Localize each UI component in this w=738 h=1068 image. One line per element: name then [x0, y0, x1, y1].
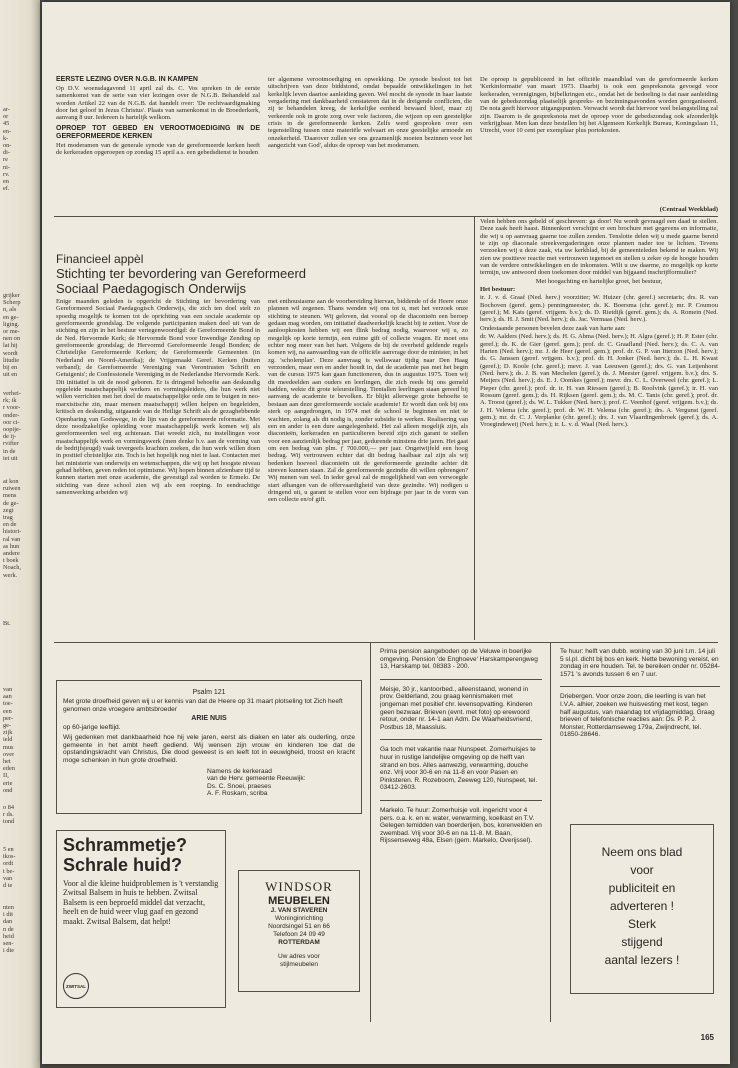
divider — [380, 800, 542, 801]
margin-fragment: Bt. — [3, 620, 11, 627]
promo-line: Neem ons blad — [601, 845, 683, 859]
deceased-name: ARIE NUIS — [191, 715, 227, 723]
promo-text — [571, 843, 713, 969]
promo-line: adverteren ! — [609, 899, 675, 913]
obituary-body: Wij gedenken met dankbaarheid hoe hij vele jaren, eerst als diaken en later als ouderling, onze gemeente in het ambt heeft gediend. Wij wensen zijn vrouw en kinderen toe dat de opstandingskracht van Christus, Die dood geweest is en leeft tot in eeuwigheid, troost en kracht moge schenken in hun grote droefheid. — [63, 734, 355, 764]
signoff-line: Ds. C. Snoei, praeses — [207, 782, 272, 790]
ad-body: Voor al die kleine huidproblemen is 't verstandig Zwitsal Balsem in huis te hebben. Zwitsal Balsem is een beproefd middel dat verzacht, heelt en de huid weer vlug gaaf en gezond maakt. Zwitsal Balsem, dat helpt! — [63, 879, 219, 926]
divider — [550, 642, 551, 1022]
classified-ad: Meisje, 30 jr., kantoorbed., alleenstaand, wonend in prov. Gelderland, zou graag kennismaken met jongeman met positief chr. levensopvatting. Kinderen geen bezwaar. Brieven (evnt. met foto) op erewoord retour, onder nr. 14-1 aan Adm. De Waarheidsvriend, Postbus 18, Maassluis. — [380, 685, 533, 731]
divider — [380, 679, 542, 680]
recommenders-heading: Ondestaande personen bevelen deze zaak van harte aan: — [480, 324, 626, 332]
top-article-column-2 — [268, 76, 472, 214]
appeal-text: Velen hebben ons gebeld of geschreven: ga door! Nu wordt gevraagd een daad te stellen. Deze zaak heeft haast. Binnenkort verschijnt er een brochure met gegevens en informatie, die wij u op aanvraag gaarne toe zullen zenden. Tenslotte delen wij u mede gaarne bereid te zijn op diaconale streekvergaderingen onze plannen nader toe te lichten. Tevens verzoeken wij u deze zaak, via uw kerkblad, bij de gemeenteleden bekend te maken. Wij zien uw positieve reactie met vertrouwen tegemoet en stellen u zeker op de hoogte houden van de verdere ontwikkelingen en de inkomsten. Wilt u uw daarme, zo mogelijk op korte termijn, uw antwoord doen toekomen door middel van bijgaand inschrijfformulier? — [480, 218, 718, 277]
recommenders-list: dr. W. Aalders (Ned. herv.); ds. H. G. Abma (Ned. herv.); H. Algra (geref.); H. P. Ester (chr. geref.); ds. K. de Gier (geref. gem.); prof. dr. C. Graafland (Ned. herv.); ds. C. A. van Harten (Ned. herv.); mr. J. de Heer (geref. gem.); prof. dr. G. P. van Itterzon (Ned. herv.); ds. G. Janssen (geref. vrijgem. b.v.); prof. dr. H. Jonker (Ned. herv.); ds. L. H. Kwast (geref.); D. Koole (chr. geref.); mevr. J. van Leeuwen (geref.); drs. G. van Leijenhorst (Ned. herv.); ds. J. B. van Mechelen (geref.); ds. J. Meester (geref. vrijgem. b.v.); drs. S. Meijers (Ned. herv.); ds. E. J. Oomkes (geref.); mevr. drs. C. L. Overweel (chr. geref.); L. Pieper (chr. geref.); prof. dr. ir. H. van Riessen (geref.); B. Roolvink (geref.); ir. H. van Rossum (geref. gem.); ds. H. Rijksen (geref. gem.); ds. M. C. Tanis (chr. geref.); prof. dr. A. Troost (geref.); ds. W. L. Tukker (Ned. herv.); prof. C. Veenhof (geref. vrijgem. b.v.); ds. J. H. Velema (chr. geref.); prof. dr. W. H. Velema (chr. geref.); drs. A. Vergunst (geref. gem.); mr. dr. C. J. Verplanke (chr. geref.); drs. J. van Vlaardingenbroek (geref.); ds. A. Vroegindeweij (Ned. herv.); ir. L. v. d. Waal (Ned. herv.). — [480, 333, 718, 429]
appeal-text: met enthousiasme aan de voorbereiding hiervan, biddende of de Heere onze plannen wil zegenen. Thans wenden wij ons tot u, met het verzoek onze stichting te steunen. Wij geloven, dat vooral op de diaconieën een beroep gedaan mag worden, om initiatief daadwerkelijk kracht bij te zetten. Voor de aanloopkosten hebben wij een flink bedrag nodig, waarvoor wij u, zo mogelijk op korte termijn, een ruime gift of collecte vragen. Er moet ons echter nog meer van het hart. Volgens de bij de overheid geldende regels komen wij, na aanvaarding van de officiële aanvrage door de minister, in het zg. 'scholenplan'. Deze aanvraag is wellswaar tijdig naar Den Haag verzonden, maar een en ander houdt in, dat de academie pas met het begin van de cursus 1975 kan gaan functioneren, dus in augustus 1975. Toen wij dit meedeelden aan ouders en leerlingen, die zich reeds bij ons gemeld hadden, wekte dit grote teleurstelling. Tientallen leerlingen staan gereed bij aanvang de academie te bevolken. Er blijkt allerwege grote behoefte te bestaan aan deze gereformeerde sociale academie! Er wordt dan ook bij ons sterk op aangedrongen, in 1974 met de school te beginnen en niet te wachten, zolang als dit nodig is, zonder subsidie te werken. Realisering van een en ander is een dure aangelegenheid. Het zal alleen mogelijk zijn, als diaconieën, kerkeraden en particulieren bereid zijn zich garant te stellen voor een aanzienlijk bedrag per jaar, gedurende minstens drie jaren. Het gaat om een bedrag van plm. ƒ 700.000,— per jaar. Ongetwijfeld een hoog bedrag. Wij vertrouwen echter dat dit bedrag haalbaar zal zijn als wij bedenken hoeveel diaconieën uit de gereformeerde gezindte achter dit streven kunnen staan. Zal de gereformeerde gezindte dit willen opbrengen? Wij menen van wel. In ieder geval zal de mogelijkheid van een verwoegde start afhangen van de offervaardigheid van deze gezindte. Wij nodigen u dringend uit, u garant te stellen voor een bijdrage per jaar in de vorm van een collecte en/of gift. — [268, 298, 468, 504]
signoff-line: van de Herv. gemeente Reeuwijk: — [207, 775, 306, 783]
promo-line: Sterk — [627, 917, 656, 931]
zwitsal-logo — [63, 973, 89, 999]
windsor-tagline: stijlmeubelen — [280, 961, 318, 968]
windsor-city: ROTTERDAM — [278, 939, 320, 946]
appeal-title-block — [56, 252, 466, 302]
top-article-text: De oproep is gepubliceerd in het officiële maandblad van de gereformeerde kerken 'Kerkinformatie' van maart 1973. Daarbij is ook een gespreksnota gevoegd voor kerkeraden, verenigingen, bijbelkringen etc., omdat het de bedoeling is dat naar aanleiding van de gebedszondag plaatselijk gespreks- en bezinningsavonden worden georganiseerd. De nota geeft hiervoor uitgangspunten. Verwacht wordt dat hiervoor veel belangstelling zal zijn. Daarom is de gespreksnota met de oproep voor de gebedszondag ook afzonderlijk verkrijgbaar. Men kan deze bestellen bij het Algemeen Kerkelijk Bureau, Koningslaan 11, Utrecht, voor 10 cent per exemplaar plus portokosten. — [480, 76, 718, 135]
promo-advertise-box — [570, 824, 714, 994]
windsor-brand: WINDSOR — [265, 879, 333, 894]
appeal-regards: Met hoogachting en hartelijke groet, het bestuur, — [535, 277, 663, 285]
margin-fragment: verhei- rk; ik r voor- onder- oor ci- oopije- de ij- rvifter in de iet uit — [3, 390, 21, 462]
margin-fragment: 5 en tkos- ordt t be- van d te — [3, 846, 16, 890]
classified-ad: Prima pension aangeboden op de Veluwe in boerijke omgeving. Pension 'de Enghoeve' Harskamperengweg 13, Harskamp tel. 08383 - 200. — [380, 648, 538, 671]
divider — [54, 216, 718, 217]
appeal-title: Stichting ter bevordering van Gereformeerd — [56, 266, 307, 281]
ad-windsor-meubelen — [238, 870, 360, 992]
appeal-column-1 — [56, 298, 260, 638]
windsor-meubelen: MEUBELEN — [268, 895, 330, 907]
top-article-text: ter algemene verootmoediging en opwekking. De synode besloot tot het uitschrijven van deze biddstond, omdat bepaalde ontwikkelingen in het kerkelijk leven daartoe aanleiding gaven. Wel mocht de synode in haar laatste vergadering met dankbaarheid constateren dat in de dreigende conflicten, die zij te behandelen kreeg, de kerkelijke eenheid bewaard bleef, maar zij verkeerde ook in grote zorg over vele factoren, die wijzen op een geestelijke crisis in de gereformeerde kerken. Zelfs werd gesproken over een tegenstelling tussen onze materiële welvaart en onze geestelijke armoede en onzekerheid. 'Daarover zullen we ons gezamenlijk moeten bezinnen voor het aangezicht van God', aldus de oproep van het moderamen. — [268, 76, 472, 150]
classified-ad: Ga toch met vakantie naar Nunspeet. Zomerhuisjes te huur in rustige landelijke omgeving op de helft van strand en bos. Alles aanwezig, verwarming, douche enz. Vrij voor 30-6 en na 11-8 en voor Pasen en Pinksteren. R. Rozeboom, Zeeweg 120, Nunspeet, tel. 03412-2603. — [380, 746, 538, 792]
lecture-body: Op D.V. woensdagavond 11 april zal ds. C. Vos spreken in de eerste samenkomst van de serie van vier lezingen over de N.G.B. Behandeld zal worden Artikel 22 van de N.G.B. dat handelt over: 'De rechtvaardigmaking door het geloof in Jezus Christus'. Plaats van samenkomst in de Broederkerk, aanvang 8 uur. Iedereen is hartelijk welkom. — [56, 85, 260, 122]
headline-lecture: EERSTE LEZING OVER N.G.B. IN KAMPEN — [56, 76, 198, 83]
prayer-call-body: Het moderamen van de generale synode van de gereformeerde kerken heeft de kerkeraden opgeroepen op zondag 15 april a.s. een gebedsdienst te houden — [56, 141, 260, 157]
promo-line: publiciteit en — [608, 881, 676, 895]
appeal-kicker: Financieel appèl — [56, 252, 144, 266]
headline-prayer-call: OPROEP TOT GEBED EN VEROOTMOEDIGING IN DE GEREFORMEERDE KERKEN — [56, 124, 260, 140]
divider — [370, 642, 371, 1022]
margin-fragment: van aan toe- een per- ge- zijk ield mus over het eden II, erie ond — [3, 686, 15, 794]
zwitsal-logo-text: ZWITSAL — [66, 983, 86, 989]
classifieds-middle — [380, 648, 542, 1028]
windsor-phone: Telefoon 24 09 49 — [273, 931, 325, 938]
divider — [380, 739, 542, 740]
divider — [560, 686, 720, 687]
magazine-page — [42, 2, 730, 1064]
signoff-line: Namens de kerkeraad — [207, 767, 272, 775]
margin-fragment: o 84 r ds. tond — [3, 804, 15, 826]
promo-line: aantal lezers ! — [604, 953, 680, 967]
page-number: 165 — [700, 1033, 714, 1042]
appeal-subtitle: Sociaal Paedagogisch Onderwijs — [56, 281, 247, 296]
windsor-type: Woninginrichting — [275, 915, 323, 922]
top-article-column-1 — [56, 76, 260, 214]
margin-fragment: grijker Scherp n, als en ge- liging. or me- nen on lat hij wordt litudie bij en uit en — [3, 292, 21, 379]
obituary-signoff — [57, 766, 361, 798]
windsor-owner: J. VAN STAVEREN — [270, 907, 328, 914]
ad-zwitsal-balsem — [56, 830, 226, 1008]
top-article-column-3 — [480, 76, 718, 208]
classifieds-right — [560, 648, 720, 818]
board-heading: Het bestuur: — [480, 286, 516, 294]
obituary-intro: Met grote droefheid geven wij u er kennis van dat de Heere op 31 maart plotseling tot Zich heeft genomen onze vroegere ambtsbroeder — [63, 698, 343, 713]
promo-line: voor — [630, 863, 654, 877]
signoff-line: A. F. Roskam, scriba — [207, 790, 268, 798]
appeal-column-2 — [268, 298, 468, 638]
board-list: ir. J. v. d. Graaf (Ned. herv.) voorzitter; W. Huizer (chr. geref.) secretaris; drs. R. van Bochoven (geref. gem.) penningmeester; ds. K. Boersma (chr. geref.); mr. P. Coumou (geref.); M. Kats (geref. vrijgem. b.v.); ds. D. Rietdijk (geref. gem.); ds. A. Romein (Ned. herv.); ds. H. J. Smit (Ned. herv.); ds. Jac. Vermaas (Ned. herv.). — [480, 294, 718, 324]
ad-headline: Schrale huid? — [63, 855, 183, 875]
appeal-text: Enige maanden geleden is opgericht de Stichting ter bevordering van Gereformeerd Sociaal Paedagogisch Onderwijs, die zich ten doel stelt zo spoedig mogelijk te komen tot de oprichting van een sociale academie op gereformeerde grondslag. De volgende participanten maken deel uit van de stichting en zijn in het bestuur vertegenwoordigd: de Gereformeerde Bond in de Ned. Hervormde Kerk; de Hervormde Bond voor Inwendige Zending op gereformeerde grondslag; de Hervormd Gereformeerde Jeugd Bonden; de Christelijke Gereformeerde Kerken; de Gereformeerde Gemeenten (in Nederland en Noord-Amerika); de Vrijgemaakt Geref. Kerken (buiten verband); de Gereformeerde Vereniging van Verontrusten 'Schrift en Getuigenis'; de Confessionele Vereniging in de Nederlandse Hervormde Kerk. Dit initiatief is uit de nood geboren. Er is dringend behoefte aan deskundig opgeleide maatschappelijk werkers en vormingsleiders, die hun werk niet willen verrichten met het doel de maatschappelijke orde om te buigen in neo-marxistische zin, maar mensen maatschappij willen helpen en begeleiden, kritisch en deskundig, uitgaande van de Heilige Schrift als de gezaghebbende Openbaring van Godswege, in de lijn van de gereformeerde reformatie. Met deze noodzakelijke opleiding voor maatschappelijk werk komen wij als gereformeerden wel erg achteraan. Dat wreekt zich, nu instellingen voor maatschappelijk werk en vormingswerk (men denke b.v. aan de vorming van de bedrijfsjeugd) vaak tevergeefs krachten zoeken, die hun werk willen doen in positief christelijke zin. Toch is het hopelijk nog niet te laat. Contacten met het ministerie van onderwijs en wetenschappen, die wij op het hoogste niveau gehad hebben, geven reden tot optimisme. Wij hopen binnen afzienbare tijd te kunnen starten met onze academie, die gevestigd zal worden te Ermelo. De stichting van deze school zien wij als een roeping. In eendrachtige samenwerking arbeiden wij — [56, 298, 260, 496]
previous-page-edge — [0, 0, 40, 1068]
appeal-column-3 — [480, 218, 718, 638]
classified-ad: Markelo. Te huur: Zomerhuisje voll. ingericht voor 4 pers. o.a. k. en w. water, verwarming, koelkast en T.V. Gelegen temidden van boerderijen, bos, korenvelden en zwembad. Vrij voor 30-6 en na 11-8. M. Baan, Rijssenseweg 48a, Elsen (gem. Markelo, Overijssel). — [380, 806, 542, 845]
promo-line: stijgend — [621, 935, 663, 949]
margin-fragment: at kon ruiwen mens de ge- zegt trag en de histori- ral van as hun andere t boek Noach, werk. — [3, 478, 22, 579]
margin-fragment: ar- or 45 en- k- on- di- re ni- rv. en ef. — [3, 106, 12, 193]
psalm-reference: Psalm 121 — [192, 689, 226, 696]
classified-ad: Te huur: helft van dubb. woning van 30 juni t.m. 14 juli 5 sl.pl. dicht bij bos en kerk. Nette bewoning vereist, en zondag in ere houden. Tel. te bereiken onder nr. 05284-1571 's avonds tussen 6 en 7 uur. — [560, 648, 720, 678]
obituary-notice — [56, 680, 362, 814]
divider — [474, 216, 475, 640]
ad-headline: Schrammetje? — [63, 835, 188, 855]
margin-fragment: nten i dit dan n de heid sen- i die — [3, 904, 15, 955]
classified-ad: Driebergen. Voor onze zoon, die leerling is van het I.V.A. alhier, zoeken we huisvesting met kost, tegen half augustus, van maandag tot vrijdagmiddag. Graag brieven of telefonische reacties aan: Ds. P. P. J. Monster, Rotterdamseweg 179a, Zwijndrecht, tel. 01850-28646. — [560, 693, 715, 739]
windsor-tagline: Uw adres voor — [278, 953, 320, 960]
credit-line: (Centraal Weekblad) — [659, 206, 718, 213]
windsor-address: Noordsingel 51 en 66 — [268, 923, 330, 930]
deceased-age: op 60-jarige leeftijd. — [63, 724, 121, 732]
divider — [54, 642, 718, 643]
